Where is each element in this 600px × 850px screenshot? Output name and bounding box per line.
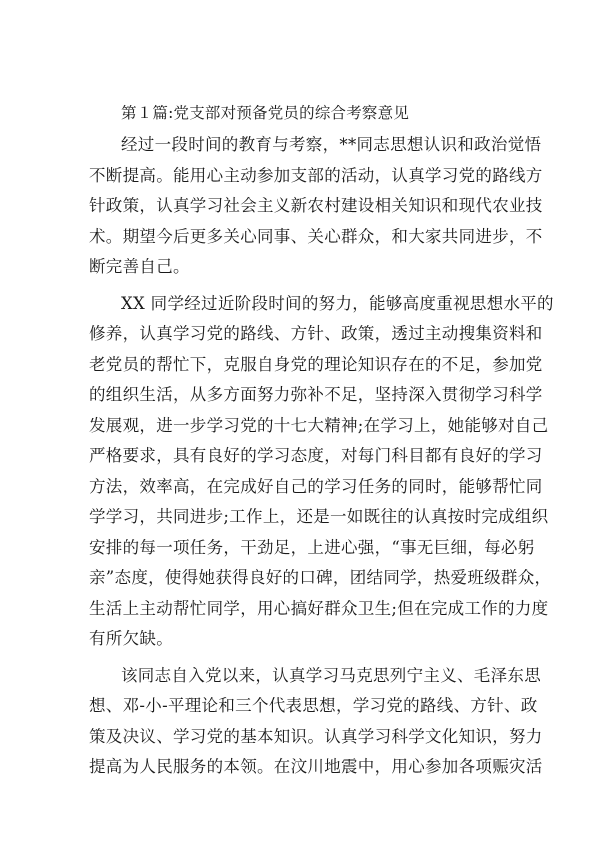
paragraph-line: XX 同学经过近阶段时间的努力，能够高度重视思想水平的 — [121, 293, 554, 313]
paragraph-line: 安排的每一项任务，干劲足，上进心强，“事无巨细，每必躬 — [89, 537, 535, 557]
paragraph-line: 断完善自己。 — [89, 257, 190, 276]
paragraph-line: 老党员的帮忙下，克服自身党的理论知识存在的不足，参加党 — [89, 354, 543, 374]
paragraph-line: 经过一段时间的教育与考察，**同志思想认识和政治觉悟 — [121, 135, 542, 154]
paragraph-line: 生活上主动帮忙同学，用心搞好群众卫生;但在完成工作的力度 — [89, 598, 549, 618]
paragraph-line: 术。期望今后更多关心同事、关心群众，和大家共同进步，不 — [89, 226, 543, 246]
document-body — [89, 98, 554, 783]
paragraph-line: 发展观，进一步学习党的十七大精神;在学习上，她能够对自己 — [89, 415, 549, 435]
paragraph-line: 策及决议、学习党的基本知识。认真学习科学文化知识，努力 — [89, 726, 543, 746]
paragraph-line: 亲”态度，使得她获得良好的口碑，团结同学，热爱班级群众， — [89, 568, 552, 587]
paragraph-1 — [89, 130, 543, 283]
paragraph-3 — [89, 661, 543, 783]
paragraph-line: 的组织生活，从多方面努力弥补不足，坚持深入贯彻学习科学 — [89, 385, 543, 404]
paragraph-line: 不断提高。能用心主动参加支部的活动，认真学习党的路线方 — [89, 165, 543, 185]
paragraph-line: 修养，认真学习党的路线、方针、政策，透过主动搜集资料和 — [89, 324, 543, 343]
paragraph-line: 有所欠缺。 — [89, 629, 173, 648]
paragraph-line: 该同志自入党以来，认真学习马克思列宁主义、毛泽东思 — [121, 665, 541, 685]
paragraph-2 — [89, 289, 554, 655]
document-title: 第１篇:党支部对预备党员的综合考察意见 — [121, 104, 410, 122]
paragraph-line: 提高为人民服务的本领。在汶川地震中，用心参加各项赈灾活 — [89, 757, 543, 776]
paragraph-line: 严格要求，具有良好的学习态度，对每门科目都有良好的学习 — [89, 446, 543, 465]
paragraph-line: 方法，效率高，在完成好自己的学习任务的同时，能够帮忙同 — [89, 476, 543, 496]
paragraph-line: 学学习，共同进步;工作上，还是一如既往的认真按时完成组织 — [89, 507, 549, 526]
paragraph-line: 想、邓-小-平理论和三个代表思想，学习党的路线、方针、政 — [89, 696, 538, 715]
paragraph-line: 针政策，认真学习社会主义新农村建设相关知识和现代农业技 — [89, 196, 543, 215]
